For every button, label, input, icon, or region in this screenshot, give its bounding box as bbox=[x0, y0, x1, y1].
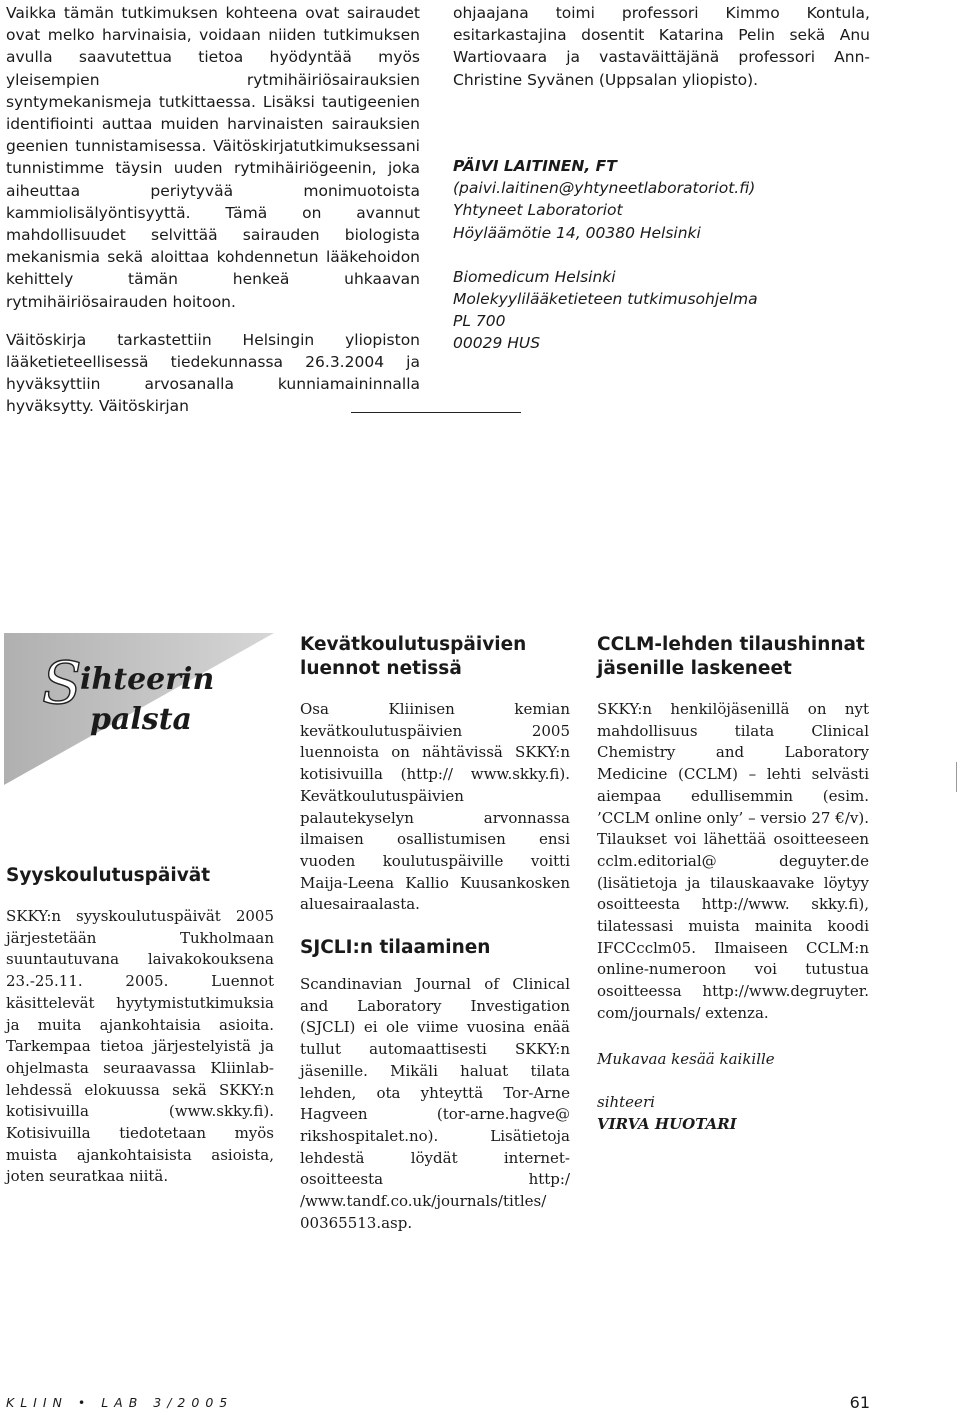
column-syyskoulutus bbox=[6, 864, 274, 1188]
author-pl: PL 700 bbox=[453, 312, 506, 331]
article-continuation-left bbox=[6, 2, 420, 418]
section-heading: CCLM-lehden tilaushinnat jäsenille laskeneet bbox=[597, 634, 865, 679]
article-paragraph: Väitöskirja tarkastettiin Helsingin yliopiston lääketieteellisessä tiedekunnassa 26.3.2004 ja hyväksyttiin arvosanalla kunniamaininnalla hyväksytty. Väitöskirjan bbox=[6, 330, 420, 416]
closing-greeting: Mukavaa kesää kaikille bbox=[597, 1049, 775, 1068]
section-heading: Kevätkoulutuspäivien luennot netissä bbox=[300, 634, 527, 679]
banner-word1: ihteerin bbox=[80, 662, 215, 697]
author-block bbox=[453, 155, 873, 355]
section-heading: Syyskoulutuspäivät bbox=[6, 865, 211, 886]
author-postal: 00029 HUS bbox=[453, 334, 541, 353]
section-heading: SJCLI:n tilaaminen bbox=[300, 937, 491, 959]
sihteerin-palsta-banner bbox=[4, 633, 274, 785]
margin-mark bbox=[956, 762, 957, 792]
closing-role: sihteeri bbox=[597, 1093, 655, 1112]
section-body: Scandinavian Journal of Clinical and Laboratory Investigation (SJCLI) ei ole viime vuosina enää tullut automaattisesti SKKY:n jäsenille. Mikäli haluat tilata lehden, ota yhteyttä Tor-Arne Hagveen (tor-arne.hagve@ rikshospitalet.no). Lisätietoja lehdestä löydät internet-osoitteesta http:/ /www.tandf.co.uk/journals/titles/ 00365513.asp. bbox=[300, 975, 570, 1232]
section-body: Osa Kliinisen kemian kevätkoulutuspäivien 2005 luennoista on nähtävissä SKKY:n kotisivuilla (http:// www.skky.fi). Kevätkoulutuspäivien palautekyselyn arvonnassa ilmaisen osallistumisen ensi vuoden koulutuspäiville voitti Maija-Leena Kallio Kuusankosken aluesairaalasta. bbox=[300, 700, 570, 914]
section-body: SKKY:n syyskoulutuspäivät 2005 järjestetään Tukholmaan suuntautuvana laivakokouksena 23.-25.11. 2005. Luennot käsittelevät hyytymistutkimuksia ja muita ajankohtaisia asioita. Tarkempaa tietoa järjestelyistä ja ohjelmasta seuraavassa Kliinlab-lehdessä elokuussa sekä SKKY:n kotisivuilla (www.skky.fi). Kotisivuilla tiedotetaan myös muista ajankohtaisista asioista, joten seuratkaa niitä. bbox=[6, 907, 274, 1186]
author-org: Yhtyneet Laboratoriot bbox=[453, 201, 623, 220]
closing-signature: VIRVA HUOTARI bbox=[597, 1114, 737, 1133]
author-program: Molekyylilääketieteen tutkimusohjelma bbox=[453, 290, 758, 309]
page-number: 61 bbox=[849, 1393, 870, 1412]
article-paragraph: ohjaajana toimi professori Kimmo Kontula, esitarkastajina dosentit Katarina Pelin sekä Anu Wartiovaara ja vastaväittäjänä professori Ann-Christine Syvänen (Uppsalan yliopisto). bbox=[453, 4, 870, 89]
author-email[interactable]: (paivi.laitinen@yhtyneetlaboratoriot.fi) bbox=[453, 179, 756, 198]
column-cclm bbox=[597, 633, 869, 1136]
article-paragraph: Vaikka tämän tutkimuksen kohteena ovat sairaudet ovat melko harvinaisia, voidaan niiden tutkimuksen avulla saavutettua tietoa hyödyntää myös yleisempien rytmihäiriösairauksien syntymekanismeja tutkittaessa. Lisäksi tautigeenien identifiointi auttaa muiden harvinaisten sairauksien geenien tunnistamisessa. Väitöskirjatutkimuksessani tunnistimme täysin uuden rytmihäiriögeenin, joka aiheuttaa periytyvää monimuotoista kammiolisälyöntisyyttä. Tämä on avannut mahdollisuudet selvittää sairauden biologista mekanismia sekä aloittaa kohdennetun lääkehoidon kehittely tämän henkeä uhkaavan rytmihäiriösairauden hoitoon. bbox=[6, 4, 420, 311]
author-name: PÄIVI LAITINEN, FT bbox=[453, 157, 617, 175]
section-divider bbox=[351, 412, 521, 413]
author-address: Höyläämötie 14, 00380 Helsinki bbox=[453, 223, 701, 242]
section-body: SKKY:n henkilöjäsenillä on nyt mahdollisuus tilata Clinical Chemistry and Laboratory Medicine (CCLM) – lehti selvästi aiempaa edullisemmin (esim. ’CCLM online only’ – versio 27 €/v). Tilaukset voi lähettää osoitteeseen cclm.editorial@ deguyter.de (lisätietoja ja tilauskaavake löytyy osoitteesta http://www. skky.fi), tilatessasi muista mainita koodi IFCCcclm05. Ilmaiseen CCLM:n online-numeroon voi tutustua osoitteessa http://www.degruyter. com/journals/ extenza. bbox=[597, 700, 869, 1022]
banner-initial: S bbox=[42, 649, 82, 717]
journal-name: KLIIN • LAB 3/2005 bbox=[6, 1395, 234, 1410]
column-kevatkoulutus bbox=[300, 633, 570, 1234]
page-footer bbox=[6, 1393, 870, 1415]
author-org2: Biomedicum Helsinki bbox=[453, 267, 616, 286]
closing-block bbox=[597, 1049, 869, 1136]
banner-word2: palsta bbox=[90, 702, 192, 737]
article-continuation-right bbox=[453, 2, 870, 91]
